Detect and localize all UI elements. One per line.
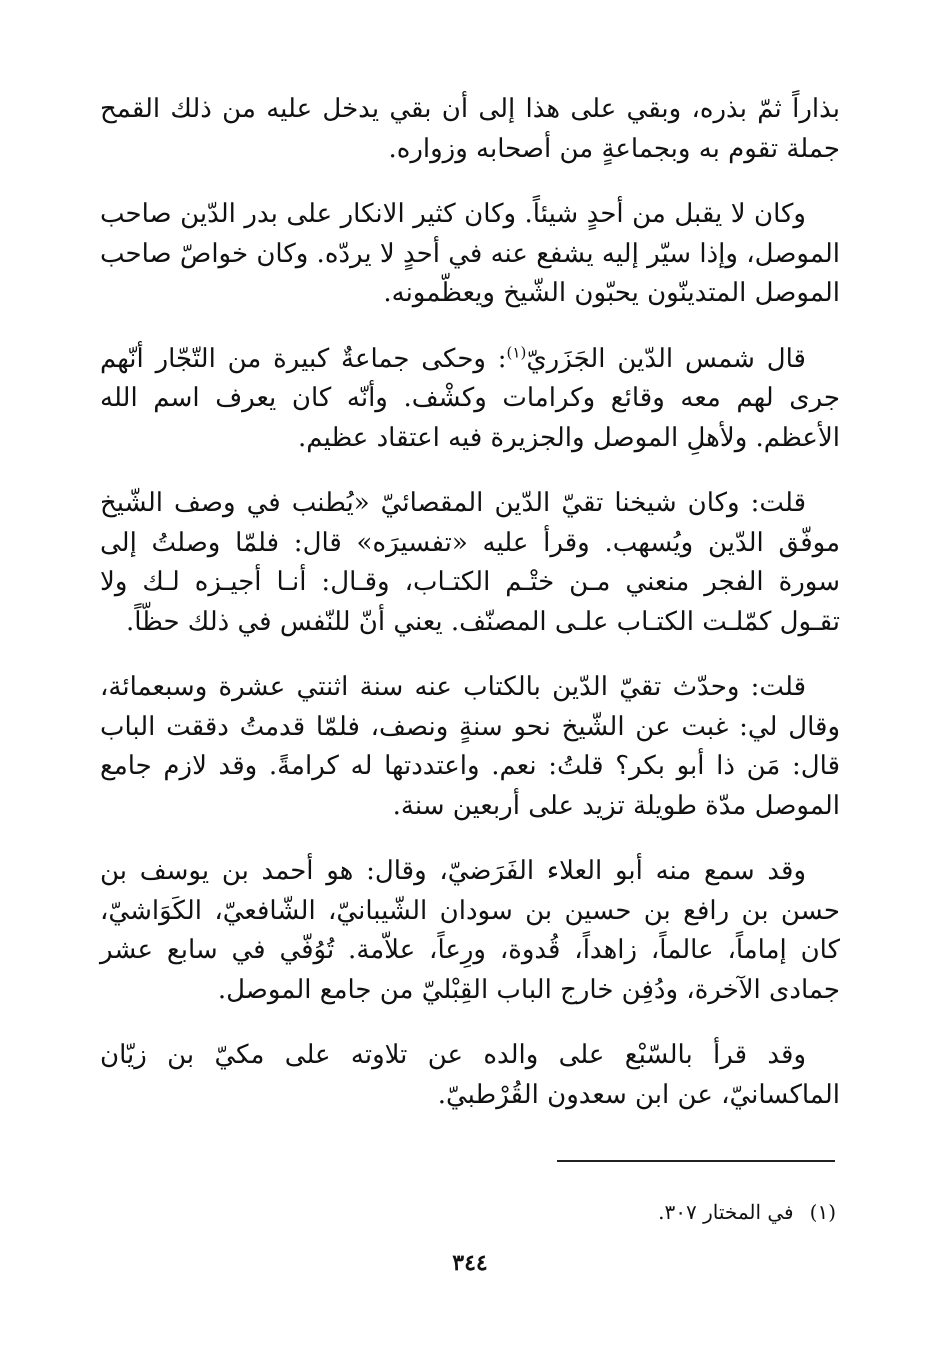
paragraph-text: قلت: وكان شيخنا تقيّ الدّين المقصائيّ «يُطنب في وصف الشّيخ موفّق الدّين ويُسهب. وقرأ عليه «تفسيرَه» قال: فلمّا وصلتُ إلى سورة الفجر منعني مـن ختْـم الكتـاب، وقـال: أنـا أجيـزه لـك ولا تقـول كمّلـت الكتـاب علـى المصنّف. يعني أنّ للنّفس في ذلك حظّاً. <box>100 488 840 637</box>
footnote-number: (١) <box>809 1200 836 1224</box>
page-body <box>100 90 840 1141</box>
footnote-divider <box>557 1160 835 1162</box>
paragraph-2 <box>100 195 840 314</box>
paragraph-text: وكان لا يقبل من أحدٍ شيئاً. وكان كثير الانكار على بدر الدّين صاحب الموصل، وإذا سيّر إليه يشفع عنه في أحدٍ لا يردّه. وكان خواصّ صاحب الموصل المتدينّون يحبّون الشّيخ ويعظّمونه. <box>100 199 840 308</box>
footnote-text: في المختار ٣٠٧. <box>658 1200 794 1224</box>
paragraph-text: وقد قرأ بالسّبْع على والده عن تلاوته على مكيّ بن زيّان الماكسانيّ، عن ابن سعدون القُرْطبيّ. <box>100 1040 840 1110</box>
paragraph-7 <box>100 1036 840 1115</box>
footnote-reference[interactable]: (١) <box>506 342 527 361</box>
page-number: ٣٤٤ <box>452 1250 488 1276</box>
paragraph-text: بذاراً ثمّ بذره، وبقي على هذا إلى أن بقي يدخل عليه من ذلك القمح جملة تقوم به وبجماعةٍ من أصحابه وزواره. <box>100 94 840 164</box>
paragraph-4 <box>100 484 840 642</box>
paragraph-text-before-ref: قال شمس الدّين الجَزَريّ <box>526 343 806 374</box>
paragraph-1 <box>100 90 840 169</box>
paragraph-5 <box>100 668 840 826</box>
paragraph-text: قلت: وحدّث تقيّ الدّين بالكتاب عنه سنة اثنتي عشرة وسبعمائة، وقال لي: غبت عن الشّيخ نحو سنةٍ ونصف، فلمّا قدمتُ دققت الباب قال: مَن ذا أبو بكر؟ قلتُ: نعم. واعتددتها له كرامةً. وقد لازم جامع الموصل مدّة طويلة تزيد على أربعين سنة. <box>100 672 840 821</box>
paragraph-3 <box>100 340 840 459</box>
paragraph-text: وقد سمع منه أبو العلاء الفَرَضيّ، وقال: هو أحمد بن يوسف بن حسن بن رافع بن حسين بن سودان الشّيبانيّ، الشّافعيّ، الكَوَاشيّ، كان إماماً، عالماً، زاهداً، قُدوة، ورِعاً، علاّمة. تُوُفّي في سابع عشر جمادى الآخرة، ودُفِن خارج الباب القِبْليّ من جامع الموصل. <box>100 856 840 1005</box>
paragraph-6 <box>100 852 840 1010</box>
paragraph-text-after-ref: : وحكى جماعةٌ كبيرة من التّجّار أنّهم جرى لهم معه وقائع وكرامات وكشْف. وأنّه كان يعرف اسم الله الأعظم. ولأهلِ الموصل والجزيرة فيه اعتقاد عظيم. <box>100 343 840 453</box>
footnote <box>336 1198 836 1226</box>
